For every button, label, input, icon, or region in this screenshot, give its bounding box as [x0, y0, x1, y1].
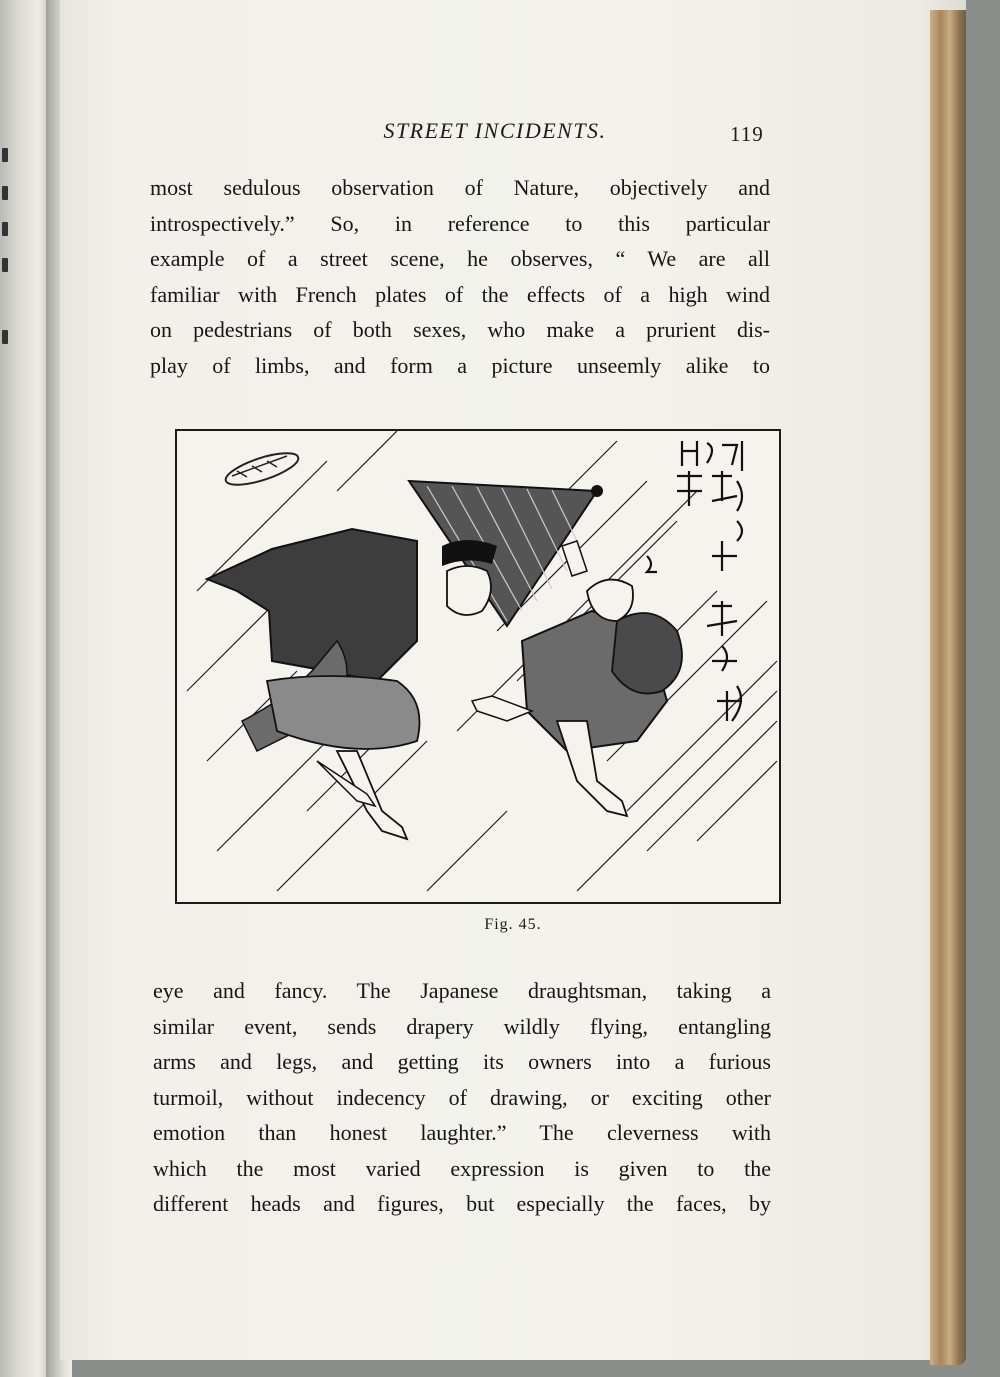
text-line: different heads and figures, but especially the faces, by [153, 1191, 771, 1216]
facing-page-glyph [2, 330, 8, 344]
facing-page-glyph [2, 186, 8, 200]
flying-hat-icon [222, 447, 301, 491]
text-line: on pedestrians of both sexes, who make a prurient dis- [150, 317, 770, 342]
text-line: turmoil, without indecency of drawing, or exciting other [153, 1084, 771, 1110]
text-line: play of limbs, and form a picture unseemly alike to [150, 352, 770, 378]
text-line: arms and legs, and getting its owners into a furious [153, 1049, 771, 1074]
text-line: familiar with French plates of the effects of a high wind [150, 281, 770, 307]
woodcut-illustration [175, 429, 781, 904]
text-line: most sedulous observation of Nature, objectively and [150, 175, 770, 200]
text-line: eye and fancy. The Japanese draughtsman, taking a [153, 978, 771, 1003]
wind-scene-drawing [177, 431, 779, 902]
text-line: emotion than honest laughter.” The cleverness with [153, 1120, 771, 1145]
text-line: which the most varied expression is given to the [153, 1155, 771, 1181]
text-line: introspectively.” So, in reference to this particular [150, 210, 770, 236]
page-edges [930, 10, 966, 1365]
facing-page-glyph [2, 148, 8, 162]
running-title: STREET INCIDENTS. [383, 118, 607, 143]
page-header [60, 118, 966, 158]
paragraph-top [150, 170, 770, 383]
woman-figure [207, 529, 497, 839]
facing-page-glyph [2, 258, 8, 272]
page-number: 119 [730, 122, 764, 146]
figure-caption: Fig. 45. [484, 916, 542, 933]
paragraph-bottom [153, 973, 771, 1222]
text-line: example of a street scene, he observes, “ We are all [150, 246, 770, 271]
facing-page-edge [0, 0, 48, 1377]
facing-page-glyph [2, 222, 8, 236]
text-line: similar event, sends drapery wildly flying, entangling [153, 1013, 771, 1039]
